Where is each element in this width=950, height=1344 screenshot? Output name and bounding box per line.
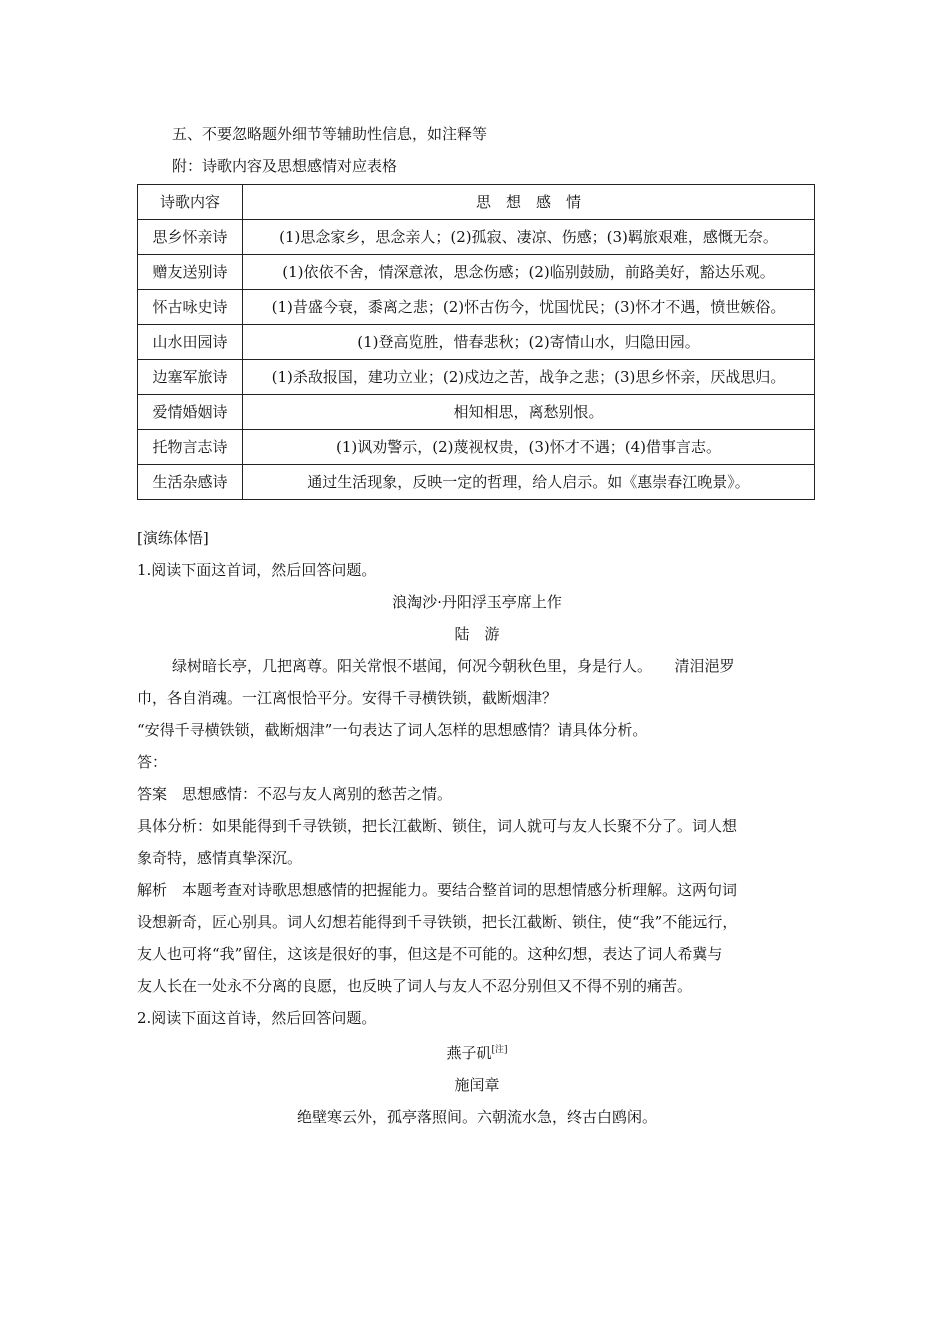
row-emotion: (1)依依不舍，情深意浓，思念伤感；(2)临别鼓励，前路美好，豁达乐观。	[243, 255, 815, 290]
row-emotion: 通过生活现象，反映一定的哲理，给人启示。如《惠崇春江晚景》。	[243, 465, 815, 500]
row-category: 托物言志诗	[138, 430, 243, 465]
explanation-line: 友人也可将“我”留住，这该是很好的事，但这是不可能的。这种幻想，表达了词人希冀与	[137, 945, 723, 963]
row-emotion: 相知相思，离愁别恨。	[243, 395, 815, 430]
answer-label: 答：	[137, 753, 168, 771]
table-title: 附：诗歌内容及思想感情对应表格	[172, 157, 398, 175]
table-row	[138, 360, 815, 395]
row-emotion: (1)昔盛今衰，黍离之悲；(2)怀古伤今，忧国忧民；(3)怀才不遇，愤世嫉俗。	[243, 290, 815, 325]
poem-2-title: 燕子矶	[446, 1044, 492, 1062]
question-2-prompt: 2.阅读下面这首诗，然后回答问题。	[137, 1009, 377, 1027]
table-row	[138, 395, 815, 430]
poem-2-title-line	[137, 1034, 817, 1069]
table-row	[138, 220, 815, 255]
table-row	[138, 430, 815, 465]
poem-1-author: 陆 游	[454, 625, 500, 643]
table-header-row	[138, 185, 815, 220]
poem-2-author: 施闰章	[454, 1076, 500, 1094]
row-emotion: (1)讽劝警示，(2)蔑视权贵，(3)怀才不遇；(4)借事言志。	[243, 430, 815, 465]
poetry-emotion-table	[137, 184, 815, 500]
header-content: 诗歌内容	[138, 185, 243, 220]
explanation-line: 解析 本题考查对诗歌思想感情的把握能力。要结合整首词的思想情感分析理解。这两句词	[137, 881, 738, 899]
note-marker: [注]	[491, 1045, 508, 1055]
table-row	[138, 465, 815, 500]
table-row	[138, 255, 815, 290]
answer-text: 答案 思想感情：不忍与友人离别的愁苦之情。	[137, 785, 453, 803]
point-5-text: 五、不要忽略题外细节等辅助性信息，如注释等	[172, 125, 488, 143]
row-emotion: (1)杀敌报国，建功立业；(2)戍边之苦，战争之悲；(3)思乡怀亲，厌战思归。	[243, 360, 815, 395]
row-emotion: (1)登高览胜，惜春悲秋；(2)寄情山水，归隐田园。	[243, 325, 815, 360]
poem-1-line: 巾，各自消魂。一江离恨恰平分。安得千寻横铁锁，截断烟津？	[137, 689, 558, 707]
analysis-line: 具体分析：如果能得到千寻铁锁，把长江截断、锁住，词人就可与友人长聚不分了。词人想	[137, 817, 738, 835]
row-category: 生活杂感诗	[138, 465, 243, 500]
poem-1-line: 绿树暗长亭，几把离尊。阳关常恨不堪闻，何况今朝秋色里，身是行人。 清泪浥罗	[172, 657, 735, 675]
question-1-text: “安得千寻横铁锁，截断烟津”一句表达了词人怎样的思想感情？请具体分析。	[137, 721, 648, 739]
row-emotion: (1)思念家乡，思念亲人；(2)孤寂、凄凉、伤感；(3)羁旅艰难，感慨无奈。	[243, 220, 815, 255]
row-category: 爱情婚姻诗	[138, 395, 243, 430]
analysis-line: 象奇特，感情真挚深沉。	[137, 849, 303, 867]
document-page	[137, 118, 817, 1133]
explanation-line: 设想新奇，匠心别具。词人幻想若能得到千寻铁锁，把长江截断、锁住，使“我”不能远行，	[137, 913, 738, 931]
row-category: 思乡怀亲诗	[138, 220, 243, 255]
poem-1-title: 浪淘沙·丹阳浮玉亭席上作	[392, 593, 562, 611]
row-category: 怀古咏史诗	[138, 290, 243, 325]
table-row	[138, 290, 815, 325]
practice-heading: [演练体悟]	[137, 529, 209, 547]
row-category: 边塞军旅诗	[138, 360, 243, 395]
explanation-line: 友人长在一处永不分离的良愿，也反映了词人与友人不忍分别但又不得不别的痛苦。	[137, 977, 693, 995]
header-emotion: 思 想 感 情	[243, 185, 815, 220]
row-category: 山水田园诗	[138, 325, 243, 360]
table-row	[138, 325, 815, 360]
poem-2-line: 绝壁寒云外，孤亭落照间。六朝流水急，终古白鸥闲。	[296, 1108, 657, 1126]
question-1-prompt: 1.阅读下面这首词，然后回答问题。	[137, 561, 377, 579]
row-category: 赠友送别诗	[138, 255, 243, 290]
